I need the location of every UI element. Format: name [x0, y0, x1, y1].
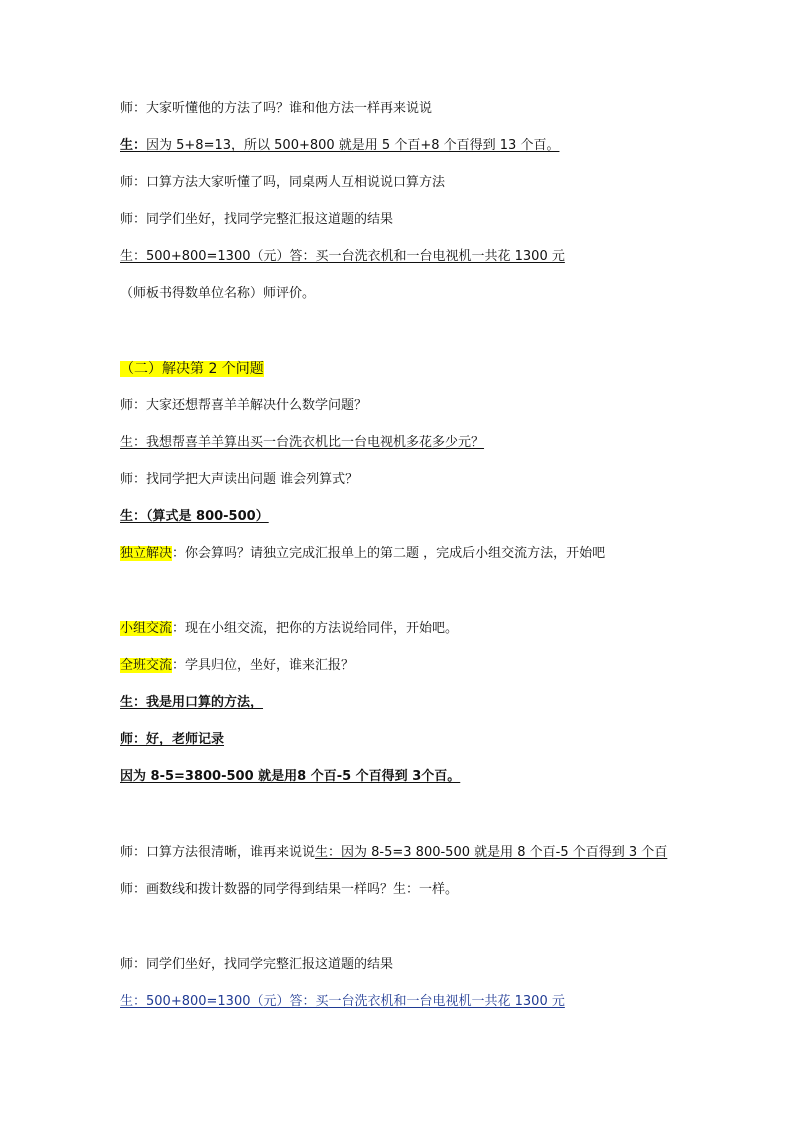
independent-solve-text: ：你会算吗？请独立完成汇报单上的第二题 ，完成后小组交流方法，开始吧 [172, 546, 606, 561]
line-independent-solve [120, 545, 605, 563]
line-number-line-compare: 师：画数线和拨计数器的同学得到结果一样吗？生：一样。 [120, 882, 459, 897]
line-student-answer: 生：500+800=1300（元）答：买一台洗衣机和一台电视机一共花 1300 元 [120, 249, 565, 264]
line-student-question: 生：我想帮喜羊羊算出买一台洗衣机比一台电视机多花多少元？ [120, 435, 485, 450]
line-group-exchange [120, 620, 458, 638]
section-heading-text: （二）解决第 2 个问题 [120, 361, 264, 377]
line-student-formula: 生：（算式是 800-500） [120, 509, 269, 524]
teacher-clear-text: 师：口算方法很清晰，谁再来说说 [120, 845, 316, 860]
line-teacher-report: 师：同学们坐好，找同学完整汇报这道题的结果 [120, 212, 394, 227]
line-teacher-read-question: 师：找同学把大声读出问题 谁会列算式？ [120, 472, 359, 487]
line-teacher-clear-method [120, 844, 667, 862]
line-student-explain [120, 137, 559, 155]
line-teacher-what-else: 师：大家还想帮喜羊羊解决什么数学问题？ [120, 398, 368, 413]
student-explanation: 因为 5+8=13，所以 500+800 就是用 5 个百+8 个百得到 13 个百。 [146, 138, 560, 153]
line-teacher-record: 师：好，老师记录 [120, 732, 225, 747]
speaker-student: 生： [120, 138, 147, 153]
class-exchange-text: ：学具归位，坐好，谁来汇报？ [172, 658, 355, 673]
section-heading-2 [120, 360, 264, 378]
tag-group-exchange: 小组交流 [120, 621, 173, 636]
line-teacher-report-2: 师：同学们坐好，找同学完整汇报这道题的结果 [120, 957, 394, 972]
line-teacher-ask-understand: 师：大家听懂他的方法了吗？谁和他方法一样再来说说 [120, 101, 433, 116]
tag-independent-solve: 独立解决 [120, 546, 173, 561]
tag-class-exchange: 全班交流 [120, 658, 173, 673]
student-repeat-method: 生：因为 8-5=3 800-500 就是用 8 个百-5 个百得到 3 个百 [315, 845, 668, 860]
line-student-answer-2: 生：500+800=1300（元）答：买一台洗衣机和一台电视机一共花 1300 元 [120, 994, 565, 1009]
line-calculation-record: 因为 8-5=3800-500 就是用8 个百-5 个百得到 3个百。 [120, 769, 461, 784]
line-teacher-oral-method: 师：口算方法大家听懂了吗，同桌两人互相说说口算方法 [120, 175, 446, 190]
line-class-exchange [120, 657, 354, 675]
line-student-oral-method: 生：我是用口算的方法， [120, 695, 264, 710]
group-exchange-text: ：现在小组交流，把你的方法说给同伴，开始吧。 [172, 621, 459, 636]
line-teacher-evaluate: （师板书得数单位名称）师评价。 [120, 286, 316, 301]
